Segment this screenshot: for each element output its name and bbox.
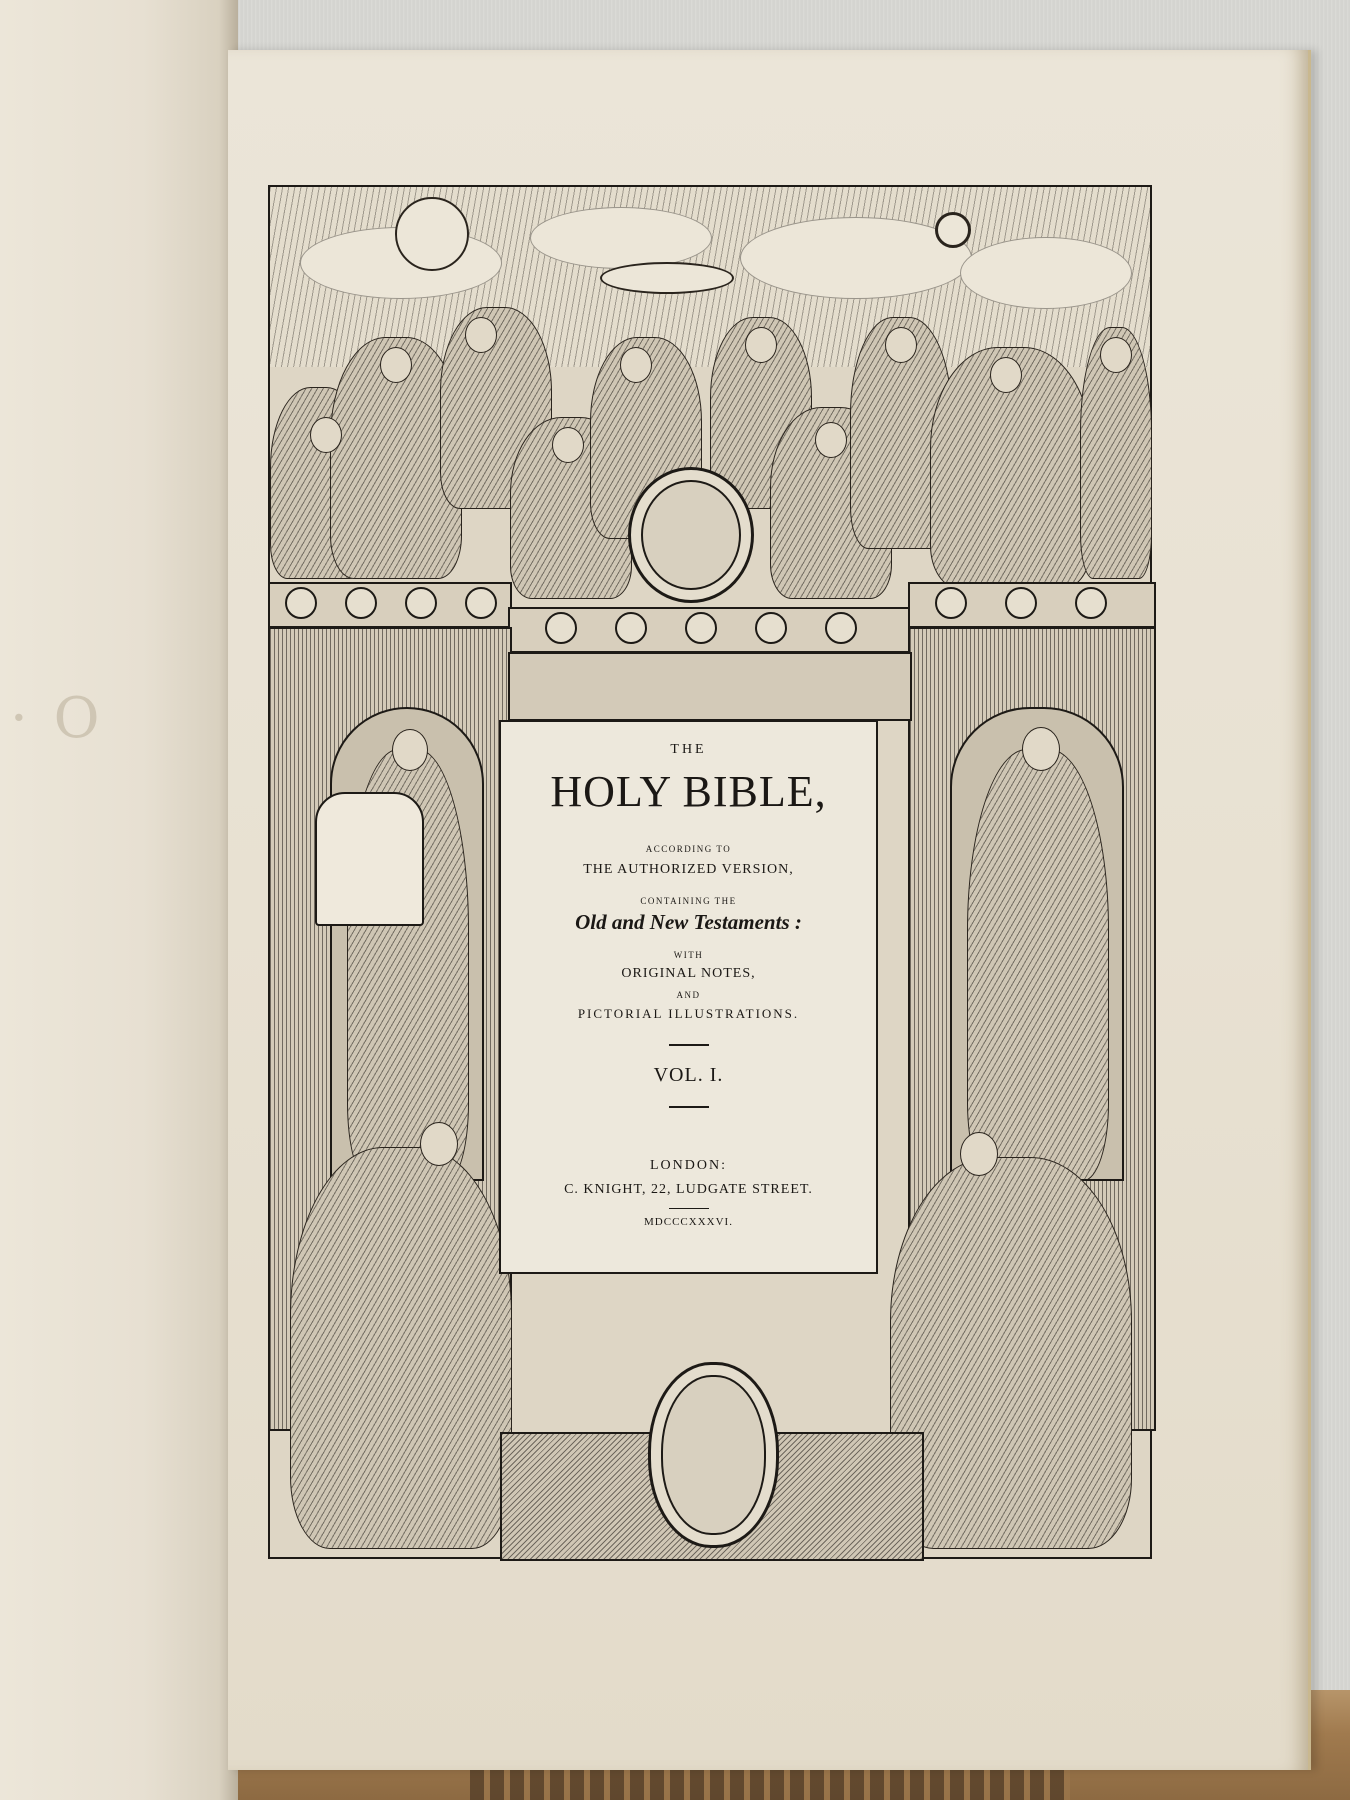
authorized-version: THE AUTHORIZED VERSION, <box>583 862 794 877</box>
imprint-year: MDCCCXXXVI. <box>644 1216 733 1228</box>
pictorial-illustrations: PICTORIAL ILLUSTRATIONS. <box>577 1006 800 1021</box>
old-and-new-testaments: Old and New Testaments : <box>575 910 802 934</box>
facing-page-show-through: · O <box>10 686 104 751</box>
with-label: WITH <box>673 950 704 960</box>
pelican-medallion <box>648 1362 779 1548</box>
aaron-niche <box>950 707 1124 1181</box>
aaron-figure <box>967 749 1109 1181</box>
and-label: AND <box>676 990 701 1000</box>
title-the: THE <box>670 742 707 757</box>
facing-page <box>0 0 238 1800</box>
dove-icon <box>600 262 734 294</box>
seated-evangelist-left <box>290 1147 512 1549</box>
moses-niche <box>330 707 484 1181</box>
divider-rule <box>669 1208 709 1209</box>
divider-rule <box>669 1106 709 1108</box>
containing-the: CONTAINING THE <box>640 896 737 906</box>
sun-icon <box>395 197 469 271</box>
volume-number: VOL. I. <box>653 1064 724 1086</box>
divider-rule <box>669 1044 709 1046</box>
commandments-tablets <box>315 792 424 926</box>
lamb-medallion <box>628 467 754 603</box>
seated-evangelist-right <box>890 1157 1132 1549</box>
according-to: ACCORDING TO <box>645 844 732 854</box>
title-holy-bible: HOLY BIBLE, <box>550 767 827 816</box>
original-notes: ORIGINAL NOTES, <box>621 966 756 981</box>
imprint-publisher: C. KNIGHT, 22, LUDGATE STREET. <box>564 1182 813 1197</box>
center-lintel <box>508 652 912 721</box>
moon-icon <box>935 212 971 248</box>
imprint-city: LONDON: <box>650 1158 727 1173</box>
title-panel <box>499 720 878 1274</box>
